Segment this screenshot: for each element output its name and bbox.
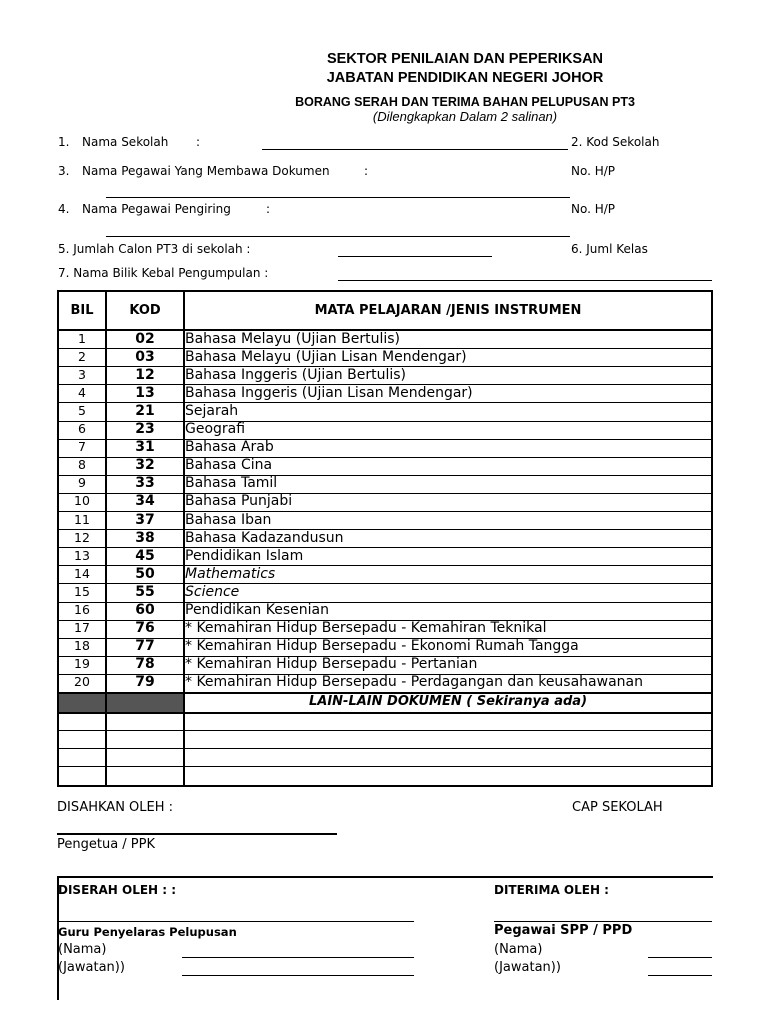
pegawai-label: Pegawai SPP / PPD [494,923,633,938]
header-kod: KOD [129,303,161,318]
field-hp-2-label: No. H/P [571,202,616,216]
cap-sekolah-label: CAP SEKOLAH [572,800,663,815]
row-kod: 03 [135,348,155,365]
blank-row-rule [59,748,711,749]
row-bil: 4 [78,384,86,400]
shaded-cell-bil [59,692,105,712]
row-bil: 20 [74,674,90,690]
lain-lain-bottom-rule [59,712,711,714]
field-pegawai-membawa-label: Nama Pegawai Yang Membawa Dokumen [82,164,330,178]
row-kod: 60 [135,602,155,618]
row-subject: Bahasa Kadazandusun [185,529,344,546]
jawatan-left-line[interactable] [182,975,414,976]
row-subject: Bahasa Inggeris (Ujian Bertulis) [185,366,406,383]
row-bil: 6 [78,421,86,436]
row-subject: Bahasa Melayu (Ujian Lisan Mendengar) [185,348,467,365]
row-subject: Bahasa Cina [185,457,273,474]
row-bil: 13 [74,547,90,563]
row-kod: 79 [135,674,155,691]
row-kod: 02 [135,330,155,347]
nama-left-label: (Nama) [58,942,107,957]
row-kod: 50 [135,565,155,582]
row-subject: Geografi [185,421,246,437]
field-1-number: 1. [58,135,70,149]
nama-right-line[interactable] [648,957,712,958]
field-nama-sekolah-label: Nama Sekolah [82,135,169,149]
row-subject: Bahasa Inggeris (Ujian Lisan Mendengar) [185,384,473,401]
row-bil: 14 [74,565,90,581]
field-pegawai-pengiring-colon: : [266,202,271,216]
guru-label: Guru Penyelaras Pelupusan [58,925,237,939]
header-sector: SEKTOR PENILAIAN DAN PEPERIKSAN [326,51,604,67]
row-kod: 37 [135,511,155,528]
signature-line-diserah[interactable] [58,921,414,922]
row-kod: 34 [135,493,155,510]
disahkan-label: DISAHKAN OLEH : [57,800,174,815]
form-title: BORANG SERAH DAN TERIMA BAHAN PELUPUSAN PT3 [295,95,635,109]
field-pegawai-membawa-colon: : [364,164,369,178]
row-bil: 10 [74,493,90,509]
form-subtitle: (Dilengkapkan Dalam 2 salinan) [372,109,558,124]
jumlah-calon-line[interactable] [338,256,492,257]
row-bil: 12 [74,529,90,545]
row-bil: 1 [78,330,86,346]
blank-row-rule [59,766,711,767]
pengetua-label: Pengetua / PPK [57,837,156,852]
row-kod: 78 [135,656,155,673]
row-bil: 9 [78,475,86,491]
row-subject: * Kemahiran Hidup Bersepadu - Ekonomi Rumah Tangga [185,638,579,655]
header-subject: MATA PELAJARAN /JENIS INSTRUMEN [314,303,582,318]
row-subject: Science [185,583,240,600]
lain-lain-heading: LAIN-LAIN DOKUMEN ( Sekiranya ada) [308,694,588,709]
row-kod: 76 [135,620,155,637]
subjects-table [57,290,713,787]
field-3-number: 3. [58,164,70,178]
signature-line-pengetua[interactable] [57,833,337,835]
row-bil: 3 [78,366,86,382]
diterima-label: DITERIMA OLEH : [494,883,609,897]
field-bilik-kebal-label: 7. Nama Bilik Kebal Pengumpulan : [58,266,269,280]
row-kod: 33 [135,475,155,492]
row-bil: 2 [78,348,86,364]
row-kod: 13 [135,384,155,401]
header-department: JABATAN PENDIDIKAN NEGERI JOHOR [326,70,604,86]
header-bil: BIL [70,303,94,318]
row-bil: 5 [78,402,86,418]
row-kod: 12 [135,366,155,383]
shaded-cell-kod [107,692,183,712]
diserah-label: DISERAH OLEH : : [58,883,177,897]
row-subject: Pendidikan Kesenian [185,602,329,618]
row-bil: 17 [74,620,90,636]
row-bil: 11 [74,511,90,527]
row-bil: 19 [74,656,90,672]
row-subject: Bahasa Punjabi [185,493,293,510]
row-kod: 21 [135,402,155,419]
bilik-kebal-line[interactable] [338,280,712,281]
row-bil: 7 [78,439,86,455]
signature-line-diterima[interactable] [494,921,712,922]
row-kod: 23 [135,421,155,437]
row-kod: 77 [135,638,155,655]
row-subject: Sejarah [185,402,239,419]
jawatan-right-label: (Jawatan)) [494,960,561,975]
row-subject: Bahasa Arab [185,439,274,456]
field-nama-sekolah-colon: : [196,135,201,149]
row-subject: Bahasa Iban [185,511,272,528]
field-4-number: 4. [58,202,70,216]
nama-right-label: (Nama) [494,942,543,957]
jawatan-right-line[interactable] [648,975,712,976]
row-subject: Mathematics [185,565,276,582]
nama-sekolah-line[interactable] [262,149,568,150]
row-subject: * Kemahiran Hidup Bersepadu - Kemahiran Teknikal [185,620,547,637]
field-hp-1-label: No. H/P [571,164,616,178]
row-subject: * Kemahiran Hidup Bersepadu - Pertanian [185,656,478,673]
pegawai-pengiring-line[interactable] [106,236,570,237]
row-bil: 16 [74,602,90,617]
row-bil: 18 [74,638,90,654]
row-subject: Pendidikan Islam [185,547,304,564]
field-pegawai-pengiring-label: Nama Pegawai Pengiring [82,202,231,216]
row-kod: 55 [135,583,155,600]
pegawai-membawa-line[interactable] [106,197,570,198]
row-bil: 15 [74,583,90,599]
row-kod: 45 [135,547,155,564]
row-kod: 32 [135,457,155,474]
row-subject: Bahasa Tamil [185,475,278,492]
field-kod-sekolah-label: 2. Kod Sekolah [571,135,660,149]
row-kod: 31 [135,439,155,456]
row-subject: Bahasa Melayu (Ujian Bertulis) [185,330,400,347]
nama-left-line[interactable] [182,957,414,958]
blank-row-rule [59,730,711,731]
field-jumlah-calon-label: 5. Jumlah Calon PT3 di sekolah : [58,242,251,256]
row-subject: * Kemahiran Hidup Bersepadu - Perdagangan dan keusahawanan [185,674,643,691]
jawatan-left-label: (Jawatan)) [58,960,125,975]
row-kod: 38 [135,529,155,546]
field-juml-kelas-label: 6. Juml Kelas [571,242,648,256]
row-bil: 8 [78,457,86,473]
